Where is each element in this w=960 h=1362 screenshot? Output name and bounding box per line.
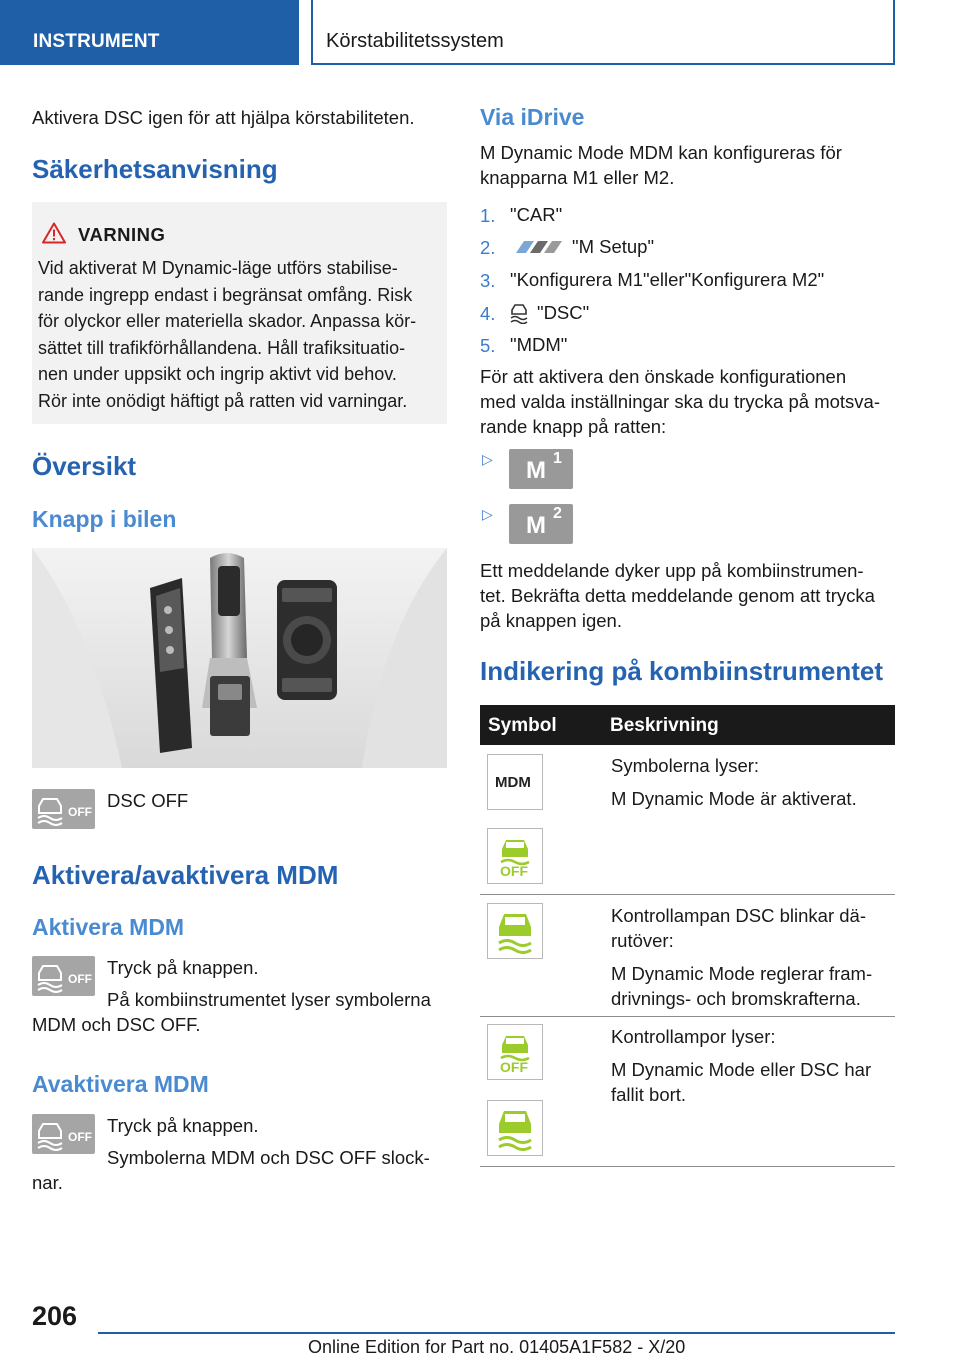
step-text: "DSC" — [537, 302, 590, 323]
warning-title: VARNING — [78, 224, 166, 245]
m1-number: 1 — [553, 450, 562, 467]
table-header — [480, 705, 895, 745]
svg-text:OFF: OFF — [68, 805, 92, 819]
chapter-title: Körstabilitetssystem — [326, 30, 504, 52]
off-symbol-text: OFF — [500, 863, 528, 879]
dsc-car-icon — [509, 302, 529, 324]
row-divider — [480, 1016, 895, 1017]
chapter-tab — [311, 0, 895, 65]
dsc-off-button-icon — [32, 956, 95, 996]
col-symbol: Symbol — [488, 715, 557, 736]
row2-line2-cont: drivnings- och bromskrafterna. — [611, 988, 861, 1009]
warning-box — [32, 202, 447, 424]
console-illustration — [32, 548, 447, 768]
idrive-text: knapparna M1 eller M2. — [480, 167, 675, 188]
m-stripes-icon — [510, 240, 566, 254]
deactivate-step: Tryck på knappen. — [107, 1115, 259, 1136]
intro-text: Aktivera DSC igen för att hjälpa körstabiliteten. — [32, 107, 415, 128]
m2-letter: M — [526, 512, 546, 539]
activate-step: Tryck på knappen. — [107, 957, 259, 978]
warning-line: nen under uppsikt och ingrip aktivt vid behov. — [38, 364, 397, 384]
dsc-off-label: DSC OFF — [107, 790, 189, 811]
svg-text:OFF: OFF — [68, 1130, 92, 1144]
row3-line1: Kontrollampor lyser: — [611, 1026, 776, 1047]
dsc-off-indicator-icon — [487, 828, 543, 884]
warning-line: Vid aktiverat M Dynamic-läge utförs stabilise- — [38, 258, 398, 278]
row3-line2-cont: fallit bort. — [611, 1084, 687, 1105]
message-text: tet. Bekräfta detta meddelande genom att trycka — [480, 585, 875, 606]
row1-line2: M Dynamic Mode är aktiverat. — [611, 788, 857, 809]
off-symbol-text: OFF — [500, 1059, 528, 1075]
message-text: på knappen igen. — [480, 610, 622, 631]
footer-rule — [98, 1332, 895, 1334]
warning-triangle-icon — [42, 222, 66, 244]
deactivate-result: Symbolerna MDM och DSC OFF slock- — [107, 1147, 430, 1168]
button-in-car-heading: Knapp i bilen — [32, 506, 177, 532]
col-description: Beskrivning — [610, 715, 719, 736]
dsc-indicator-icon — [487, 1100, 543, 1156]
row3-line2: M Dynamic Mode eller DSC har — [611, 1059, 872, 1080]
warning-line: sättet till trafikförhållandena. Håll trafiksituatio- — [38, 337, 406, 358]
idrive-text: M Dynamic Mode MDM kan konfigureras för — [480, 142, 842, 163]
dsc-off-indicator-icon — [487, 1024, 543, 1080]
activate-config-text: För att aktivera den önskade konfigurationen — [480, 366, 847, 387]
row-divider — [480, 894, 895, 895]
svg-text:OFF: OFF — [68, 972, 92, 986]
idrive-heading: Via iDrive — [480, 104, 585, 130]
dsc-off-button-icon — [32, 1114, 95, 1154]
safety-heading: Säkerhetsanvisning — [32, 154, 278, 184]
dsc-off-button-icon — [32, 789, 95, 829]
dsc-indicator-icon — [487, 903, 543, 959]
deactivate-result-cont: nar. — [32, 1172, 63, 1193]
mdm-symbol-text: MDM — [495, 774, 531, 791]
step-number: 2. — [480, 237, 496, 258]
activate-mdm-heading: Aktivera MDM — [32, 914, 185, 940]
activate-config-text: med valda inställningar ska du trycka på motsva- — [480, 391, 880, 412]
indication-heading: Indikering på kombiinstrumentet — [480, 656, 884, 686]
activate-result: På kombiinstrumentet lyser symbolerna — [107, 989, 431, 1010]
arrow-bullet-icon: ▷ — [482, 451, 493, 467]
arrow-bullet-icon: ▷ — [482, 506, 493, 522]
section-title: INSTRUMENT — [33, 31, 160, 52]
m2-button-icon — [509, 504, 573, 544]
row2-line1: Kontrollampan DSC blinkar dä- — [611, 905, 867, 926]
step-number: 1. — [480, 205, 496, 226]
toggle-mdm-heading: Aktivera/avaktivera MDM — [32, 860, 339, 890]
section-tab — [0, 0, 299, 65]
page-number: 206 — [32, 1301, 78, 1331]
m1-button-icon — [509, 449, 573, 489]
row2-line1-cont: rutöver: — [611, 930, 674, 951]
center-console-photo — [32, 548, 447, 768]
warning-line: Rör inte onödigt häftigt på ratten vid varningar. — [38, 390, 408, 411]
step-text: "M Setup" — [572, 236, 655, 257]
step-number: 5. — [480, 335, 496, 356]
step-number: 3. — [480, 270, 496, 291]
row-divider — [480, 1166, 895, 1167]
m2-number: 2 — [553, 505, 562, 522]
warning-line: för olyckor eller materiella skador. Anpassa kör- — [38, 311, 417, 331]
step-text: "MDM" — [510, 334, 568, 355]
row2-line2: M Dynamic Mode reglerar fram- — [611, 963, 873, 984]
m1-letter: M — [526, 457, 546, 484]
activate-config-text: rande knapp på ratten: — [480, 416, 667, 437]
mdm-symbol-icon — [487, 754, 543, 810]
edition-link[interactable]: Online Edition for Part no. 01405A1F582 - X/20 — [308, 1337, 686, 1357]
overview-heading: Översikt — [32, 451, 137, 481]
row1-line1: Symbolerna lyser: — [611, 755, 760, 776]
step-text: "Konfigurera M1"eller"Konfigurera M2" — [510, 269, 825, 290]
deactivate-mdm-heading: Avaktivera MDM — [32, 1071, 209, 1097]
step-text: "CAR" — [510, 204, 563, 225]
warning-text — [38, 255, 443, 414]
message-text: Ett meddelande dyker upp på kombiinstrumen- — [480, 560, 864, 581]
activate-result-cont: MDM och DSC OFF. — [32, 1014, 201, 1035]
warning-line: rande ingrepp endast i begränsat omfång. Risk — [38, 284, 413, 305]
step-number: 4. — [480, 303, 496, 324]
